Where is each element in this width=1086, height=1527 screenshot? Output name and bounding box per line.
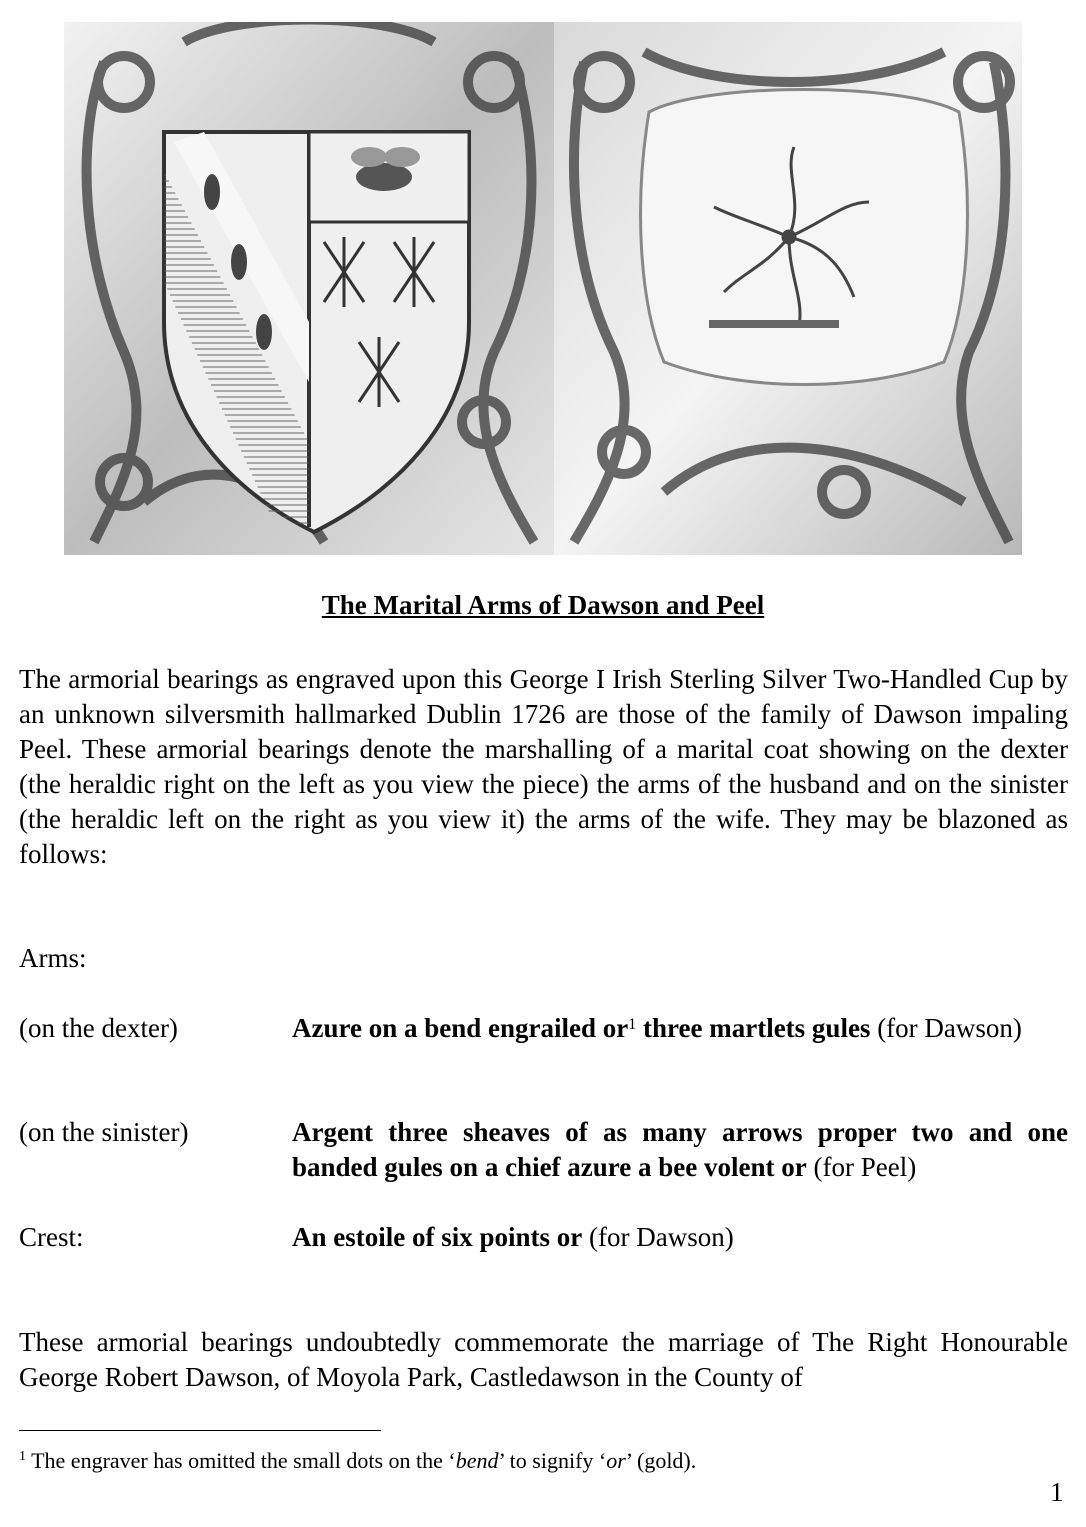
crest-blazon-bold: An estoile of six points or bbox=[292, 1222, 583, 1252]
dexter-blazon-bold-b: three martlets gules bbox=[636, 1013, 871, 1043]
sinister-blazon bbox=[292, 1115, 1068, 1185]
closing-paragraph: These armorial bearings undoubtedly commemorate the marriage of The Right Honourable George Robert Dawson, of Moyola Park, Castledawson in the County of bbox=[19, 1327, 1068, 1392]
sinister-label: (on the sinister) bbox=[19, 1117, 189, 1147]
silver-engraving-illustration bbox=[64, 22, 1022, 555]
intro-paragraph: The armorial bearings as engraved upon this George I Irish Sterling Silver Two-Handled Cup by an unknown silversmith hallmarked Dublin 1726 are those of the family of Dawson impaling Peel. These armorial bearings denote the marshalling of a marital coat showing on the dexter (the heraldic right on the left as you view the piece) the arms of the husband and on the sinister (the heraldic left on the right as you view it) the arms of the wife. They may be blazoned as follows: bbox=[19, 664, 1068, 869]
page-number: 1 bbox=[1050, 1477, 1064, 1507]
crest-note: (for Dawson) bbox=[582, 1222, 734, 1252]
footnote-divider bbox=[19, 1430, 381, 1431]
dexter-label: (on the dexter) bbox=[19, 1013, 178, 1043]
page-title: The Marital Arms of Dawson and Peel bbox=[321, 590, 765, 620]
footnote bbox=[19, 1447, 696, 1475]
footnote-italic-bend: bend bbox=[455, 1448, 499, 1473]
dexter-blazon-bold-a: Azure on a bend engrailed or bbox=[292, 1013, 629, 1043]
arms-heading: Arms: bbox=[19, 943, 87, 973]
crest-label: Crest: bbox=[19, 1222, 84, 1252]
dexter-note: (for Dawson) bbox=[870, 1013, 1022, 1043]
footnote-text-b: ’ to signify ‘ bbox=[498, 1448, 607, 1473]
sinister-blazon-bold: Argent three sheaves of as many arrows proper two and one banded gules on a chief azure a bee volent or bbox=[292, 1117, 1068, 1182]
dexter-blazon bbox=[292, 1011, 1068, 1046]
footnote-text-a: The engraver has omitted the small dots on the ‘ bbox=[26, 1448, 456, 1473]
crest-blazon bbox=[292, 1220, 1068, 1255]
sinister-note: (for Peel) bbox=[806, 1152, 917, 1182]
footnote-number: 1 bbox=[19, 1449, 26, 1464]
footnote-text-c: ’ (gold). bbox=[625, 1448, 697, 1473]
crest-photo-panel bbox=[554, 22, 1022, 555]
dexter-photo-panel bbox=[64, 22, 554, 555]
footnote-italic-or: or bbox=[606, 1448, 626, 1473]
footnote-ref[interactable]: 1 bbox=[628, 1016, 637, 1033]
engraved-arms-photo bbox=[64, 22, 1022, 555]
